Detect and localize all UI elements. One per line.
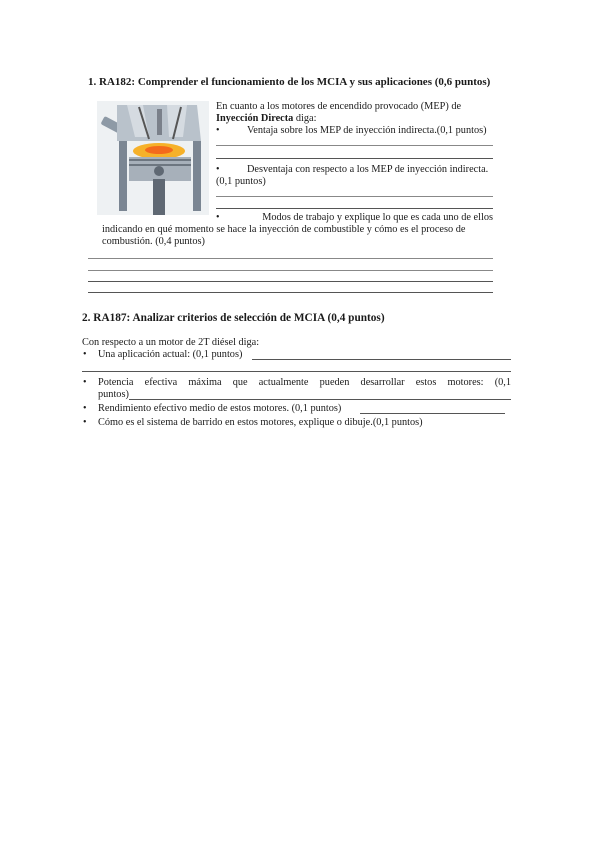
- bullet-icon: •: [83, 377, 87, 388]
- answer-line[interactable]: [129, 399, 511, 400]
- answer-line[interactable]: [88, 292, 493, 293]
- bullet-icon: •: [216, 164, 220, 175]
- section2-heading: Analizar criterios de selección de MCIA (0,4 puntos): [130, 312, 385, 324]
- answer-line[interactable]: [252, 359, 511, 360]
- bullet-icon: •: [83, 403, 87, 414]
- answer-line[interactable]: [88, 258, 493, 259]
- question-ventaja: Ventaja sobre los MEP de inyección indirecta.(0,1 puntos): [247, 125, 487, 136]
- question-desventaja-points: (0,1 puntos): [216, 176, 266, 187]
- answer-line[interactable]: [88, 270, 493, 271]
- question-modos: Modos de trabajo y explique lo que es cada uno de ellos: [262, 212, 493, 223]
- question-desventaja: Desventaja con respecto a los MEP de inyección indirecta.: [247, 164, 489, 175]
- section2-intro: Con respecto a un motor de 2T diésel diga:: [82, 337, 260, 348]
- intro-text: En cuanto a los motores de encendido provocado (MEP) de: [216, 101, 462, 112]
- engine-cylinder-illustration: [97, 101, 209, 215]
- question-modos-end: combustión. (0,4 puntos): [102, 236, 205, 247]
- question-potencia-cont: puntos): [98, 389, 129, 400]
- question-rendimiento: Rendimiento efectivo medio de estos motores. (0,1 puntos): [98, 403, 342, 414]
- question-modos-cont: indicando en qué momento se hace la inyección de combustible y cómo es el proceso de: [102, 224, 466, 235]
- section1-title: [88, 76, 490, 88]
- answer-line[interactable]: [88, 281, 493, 282]
- question-potencia: Potencia efectiva máxima que actualmente pueden desarrollar estos motores: (0,1: [98, 377, 511, 388]
- answer-line[interactable]: [360, 413, 505, 414]
- question-barrido: Cómo es el sistema de barrido en estos motores, explique o dibuje.(0,1 puntos): [98, 417, 423, 428]
- bullet-icon: •: [83, 349, 87, 360]
- section1-code: 1. RA182:: [88, 76, 136, 88]
- section1-intro-line2: [216, 113, 316, 125]
- intro-suffix: diga:: [293, 113, 317, 124]
- intro-bold: Inyección Directa: [216, 113, 294, 124]
- answer-line[interactable]: [216, 196, 493, 197]
- section1-intro: [216, 101, 493, 113]
- answer-line[interactable]: [82, 371, 511, 372]
- question-aplicacion: Una aplicación actual: (0,1 puntos): [98, 349, 243, 360]
- bullet-icon: •: [216, 212, 220, 223]
- answer-line[interactable]: [216, 208, 493, 209]
- section2-title: [82, 312, 385, 324]
- bullet-icon: •: [216, 125, 220, 136]
- section1-heading: Comprender el funcionamiento de los MCIA y sus aplicaciones (0,6 puntos): [135, 76, 491, 88]
- bullet-icon: •: [83, 417, 87, 428]
- answer-line[interactable]: [216, 158, 493, 159]
- section2-code: 2. RA187:: [82, 312, 131, 324]
- answer-line[interactable]: [216, 145, 493, 146]
